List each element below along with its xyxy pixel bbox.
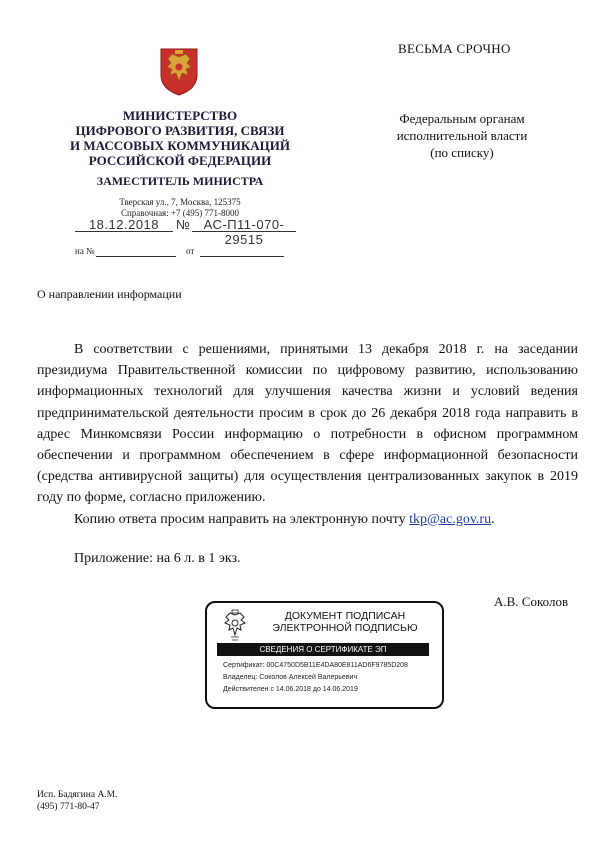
executor-info bbox=[37, 789, 118, 813]
ministry-name bbox=[60, 108, 300, 168]
reference-prefix: на № bbox=[75, 246, 95, 256]
addressee-line: (по списку) bbox=[430, 145, 494, 160]
urgency-label: ВЕСЬМА СРОЧНО bbox=[398, 41, 511, 56]
ministry-line: ЦИФРОВОГО РАЗВИТИЯ, СВЯЗИ bbox=[75, 123, 285, 138]
ministry-line: И МАССОВЫХ КОММУНИКАЦИЙ bbox=[69, 138, 290, 153]
attachment-note bbox=[37, 548, 578, 569]
registration-number: АС-П11-070-29515 bbox=[192, 217, 296, 232]
coat-of-arms-icon bbox=[158, 45, 200, 97]
reference-number-blank bbox=[96, 256, 176, 257]
certificate-number: Сертификат: 00C4750D5B11E4DA80E811AD6F9785D208 bbox=[223, 662, 408, 669]
body-paragraph bbox=[37, 509, 578, 530]
certificate-info-bar: СВЕДЕНИЯ О СЕРТИФИКАТЕ ЭП bbox=[217, 643, 429, 656]
eagle-emblem-icon bbox=[221, 609, 249, 643]
address-line: Тверская ул., 7, Москва, 125375 bbox=[119, 197, 241, 207]
addressee bbox=[372, 110, 552, 161]
stamp-title bbox=[255, 610, 435, 634]
phone-line: Справочная: +7 (495) 771-8000 bbox=[120, 208, 240, 218]
ministry-address bbox=[60, 197, 300, 219]
number-sign: № bbox=[176, 217, 191, 232]
paragraph-text: Копию ответа просим направить на электронную почту bbox=[74, 511, 406, 527]
certificate-validity: Действителен с 14.06.2018 до 14.06.2019 bbox=[223, 686, 358, 693]
email-link[interactable]: tkp@ac.gov.ru bbox=[409, 511, 492, 527]
letter-body bbox=[37, 339, 578, 569]
signer-name: А.В. Соколов bbox=[494, 594, 569, 609]
electronic-signature-stamp bbox=[205, 601, 444, 709]
position-title: ЗАМЕСТИТЕЛЬ МИНИСТРА bbox=[96, 174, 264, 188]
stamp-title-line: ДОКУМЕНТ ПОДПИСАН bbox=[284, 610, 406, 622]
attachment-text: Приложение: на 6 л. в 1 экз. bbox=[74, 550, 241, 566]
executor-phone: (495) 771-80-47 bbox=[37, 802, 100, 812]
reference-from: от bbox=[186, 246, 195, 256]
body-paragraph bbox=[37, 339, 578, 509]
addressee-line: Федеральным органам bbox=[399, 111, 525, 126]
ministry-line: РОССИЙСКОЙ ФЕДЕРАЦИИ bbox=[88, 153, 272, 168]
certificate-owner: Владелец: Соколов Алексей Валерьевич bbox=[223, 674, 358, 681]
addressee-line: исполнительной власти bbox=[396, 128, 528, 143]
executor-name: Исп. Бадягина А.М. bbox=[37, 790, 118, 800]
stamp-title-line: ЭЛЕКТРОННОЙ ПОДПИСЬЮ bbox=[272, 622, 418, 634]
letter-subject: О направлении информации bbox=[37, 287, 182, 301]
reference-date-blank bbox=[200, 256, 284, 257]
paragraph-suffix: . bbox=[491, 511, 495, 527]
paragraph-text: В соответствии с решениями, принятыми 13 декабря 2018 г. на заседании президиума Правительственной комиссии по цифровому развитию, использованию информационных технологий для улучшения качества жизни и условий ведения предпринимательской деятельности просим в срок до 26 декабря 2018 года направить в адрес Минкомсвязи России информацию о потребности в офисном программном обеспечении и программном обеспечением в сфере информационной безопасности (средства антивирусной защиты) для осуществления централизованных закупок в 2019 году по форме, согласно приложению. bbox=[37, 342, 578, 506]
ministry-line: МИНИСТЕРСТВО bbox=[122, 108, 238, 123]
registration-date: 18.12.2018 bbox=[75, 217, 173, 232]
